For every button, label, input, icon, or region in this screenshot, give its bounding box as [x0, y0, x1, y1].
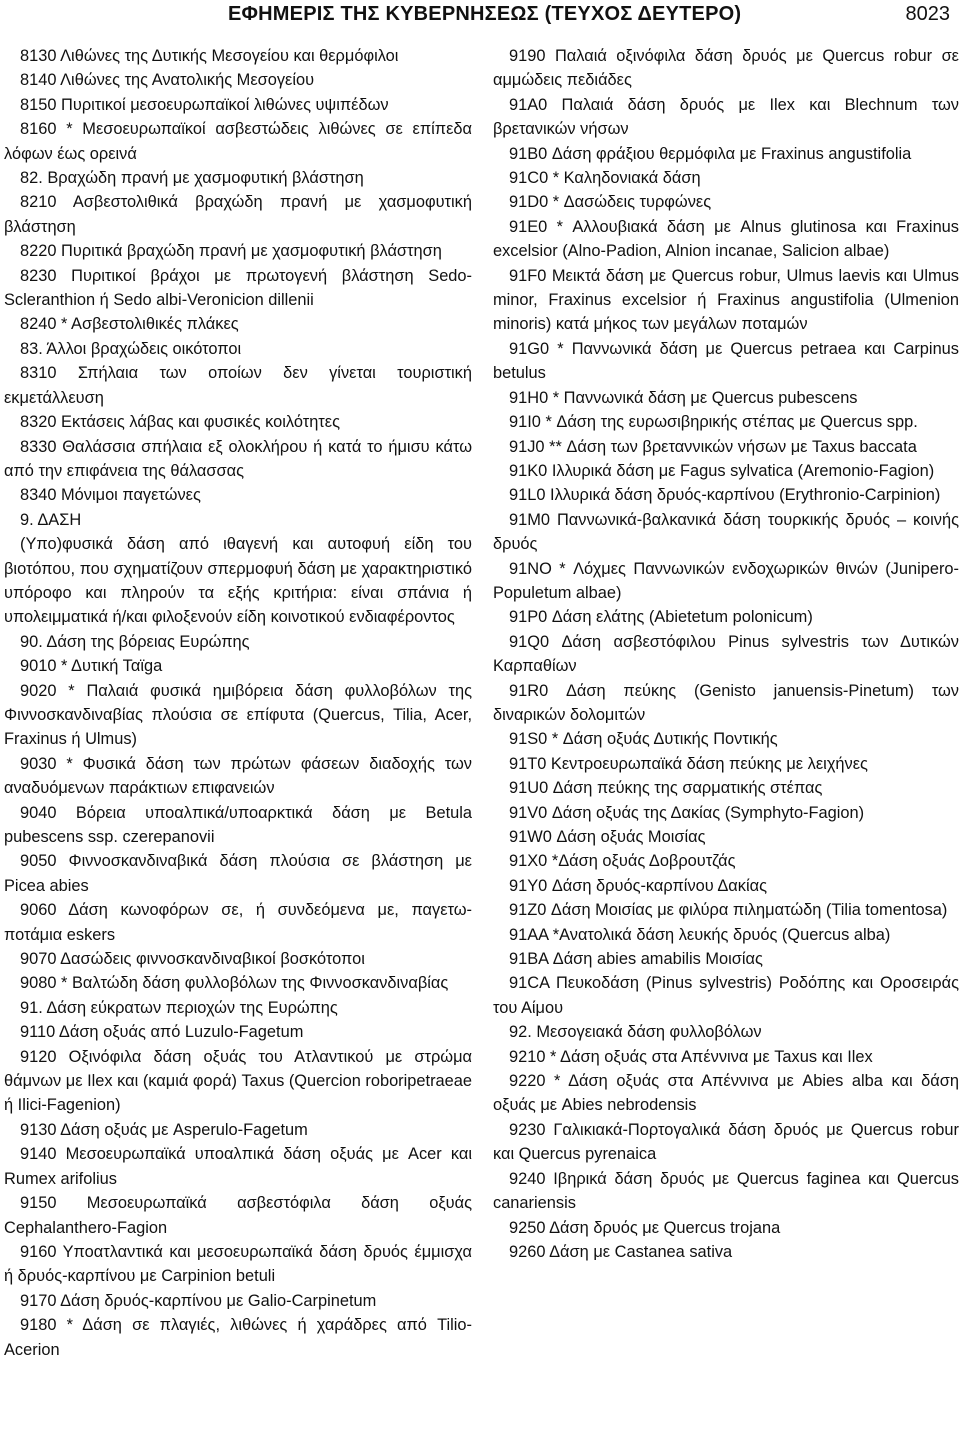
habitat-entry: 91H0 * Παννωνικά δάση με Quercus pubescens [509, 388, 858, 407]
right-column [493, 44, 959, 1264]
habitat-entry: 9110 Δάση οξυάς από Luzulo-Fagetum [20, 1023, 304, 1042]
habitat-entry: 91D0 * Δασώδεις τυρφώνες [509, 193, 712, 212]
habitat-entry: 8130 Λιθώνες της Δυτικής Μεσογείου και θερμόφιλοι [20, 47, 399, 65]
habitat-entry: 8310 Σπήλαια των οποίων δεν γίνεται τουριστική εκμετάλλευση [4, 364, 472, 407]
habitat-entry: 91NO * Λόχμες Παννωνικών ενδοχωρικών θινών (Junipero-Populetum albae) [493, 559, 959, 602]
habitat-entry: 8220 Πυριτικά βραχώδη πρανή με χασμοφυτική βλάστηση [20, 242, 442, 261]
habitat-entry: 91E0 * Αλλουβιακά δάση με Alnus glutinosa και Fraxinus excelsior (Alno-Padion, Alnion incanae, Salicion albae) [493, 217, 959, 261]
habitat-entry: 91V0 Δάση οξυάς της Δακίας (Symphyto-Fagion) [509, 803, 865, 822]
habitat-entry: 9050 Φιννοσκανδιναβικά δάση πλούσια σε βλάστηση με Picea abies [4, 852, 472, 895]
habitat-entry: 91A0 Παλαιά δάση δρυός με Ilex και Blechnum των βρετανικών νήσων [493, 95, 959, 139]
habitat-entry: 91X0 *Δάση οξυάς Δοβρουτζάς [509, 852, 736, 871]
habitat-entry: 9140 Μεσοευρωπαϊκά υποαλπικά δάση οξυάς με Acer και Rumex arifolius [4, 1145, 472, 1188]
habitat-entry: 9020 * Παλαιά φυσικά ημιβόρεια δάση φυλλοβόλων της Φιννοσκανδιναβίας πλούσια σε επίφυτα (Quercus, Tilia, Acer, Fraxinus ή Ulmus) [4, 681, 472, 749]
habitat-entry: 9240 Ιβηρικά δάση δρυός με Quercus faginea και Quercus canariensis [493, 1169, 959, 1213]
habitat-entry: 91K0 Ιλλυρικά δάση με Fagus sylvatica (Aremonio-Fagion) [509, 461, 935, 480]
habitat-entry: 82. Βραχώδη πρανή με χασμοφυτική βλάστηση [20, 169, 364, 188]
habitat-entry: 9010 * Δυτική Ταϊga [20, 657, 163, 676]
habitat-entry: 91. Δάση εύκρατων περιοχών της Ευρώπης [20, 998, 338, 1017]
habitat-entry: 8340 Μόνιμοι παγετώνες [20, 486, 201, 505]
left-column [4, 44, 472, 1362]
habitat-entry: 90. Δάση της βόρειας Ευρώπης [20, 632, 250, 651]
habitat-entry: 8210 Ασβεστολιθικά βραχώδη πρανή με χασμοφυτική βλάστηση [4, 193, 472, 236]
habitat-entry: 9030 * Φυσικά δάση των πρώτων φάσεων διαδοχής των αναδυόμενων παράκτιων επιφανειών [4, 754, 472, 798]
habitat-entry: 9040 Βόρεια υποαλπικά/υποαρκτικά δάση με Betula pubescens ssp. czerepanovii [4, 803, 472, 846]
habitat-entry: 9180 * Δάση σε πλαγιές, λιθώνες ή χαράδρες από Tilio-Acerion [4, 1316, 472, 1359]
habitat-entry: 91F0 Μεικτά δάση με Quercus robur, Ulmus laevis και Ulmus minor, Fraxinus excelsior ή Fraxinus angustifolia (Ulmenion minoris) κατά μήκος των μεγάλων ποταμών [493, 266, 959, 334]
habitat-entry: 8140 Λιθώνες της Ανατολικής Μεσογείου [20, 71, 315, 90]
habitat-entry: 9160 Υποατλαντικά και μεσοευρωπαϊκά δάση δρυός έμμισχα ή δρυός-καρπίνου με Carpinion betuli [4, 1242, 472, 1286]
habitat-entry: 91AA *Ανατολικά δάση λευκής δρυός (Quercus alba) [509, 925, 891, 944]
habitat-entry: 9170 Δάση δρυός-καρπίνου με Galio-Carpinetum [20, 1291, 377, 1310]
habitat-entry: 91Q0 Δάση ασβεστόφιλου Pinus sylvestris των Δυτικών Καρπαθίων [493, 632, 959, 676]
habitat-entry: 8160 * Μεσοευρωπαϊκοί ασβεστώδεις λιθώνες σε επίπεδα λόφων έως ορεινά [4, 120, 472, 163]
habitat-entry: 9230 Γαλικιακά-Πορτογαλικά δάση δρυός με Quercus robur και Quercus pyrenaica [493, 1120, 959, 1164]
habitat-entry: 9250 Δάση δρυός με Quercus trojana [509, 1218, 781, 1237]
habitat-entry: 91L0 Ιλλυρικά δάση δρυός-καρπίνου (Erythronio-Carpinion) [509, 486, 941, 505]
habitat-entry: 91B0 Δάση φράξιου θερμόφιλα με Fraxinus angustifolia [509, 144, 912, 163]
habitat-entry: 91S0 * Δάση οξυάς Δυτικής Ποντικής [509, 730, 778, 749]
habitat-entry: 9260 Δάση με Castanea sativa [509, 1242, 733, 1261]
habitat-entry: 9190 Παλαιά οξινόφιλα δάση δρυός με Quercus robur σε αμμώδεις πεδιάδες [493, 47, 959, 90]
habitat-entry: 91Y0 Δάση δρυός-καρπίνου Δακίας [509, 876, 767, 895]
habitat-entry: 9070 Δασώδεις φιννοσκανδιναβικοί βοσκότοποι [20, 950, 365, 969]
habitat-entry: 91W0 Δάση οξυάς Μοισίας [509, 828, 706, 846]
habitat-entry: 8150 Πυριτικοί μεσοευρωπαϊκοί λιθώνες υψιπέδων [20, 95, 389, 114]
page-header [0, 0, 960, 38]
habitat-entry: 91U0 Δάση πεύκης της σαρματικής στέπας [509, 779, 823, 798]
habitat-entry: 91M0 Παννωνικά-βαλκανικά δάση τουρκικής δρυός – κοινής δρυός [493, 510, 959, 554]
habitat-entry: 9210 * Δάση οξυάς στα Απέννινα με Taxus και Ilex [509, 1047, 873, 1066]
habitat-entry: 91T0 Κεντροευρωπαϊκά δάση πεύκης με λειχήνες [509, 754, 868, 773]
habitat-entry: 91C0 * Καληδονιακά δάση [509, 169, 701, 188]
habitat-entry: 8240 * Ασβεστολιθικές πλάκες [20, 315, 239, 334]
habitat-entry: (Υπο)φυσικά δάση από ιθαγενή και αυτοφυή είδη του βιοτόπου, που σχηματίζουν σπερμοφυή δάση με χαρακτηριστικό υπόροφο και πληρούν τα εξής κριτήρια: είναι σπάνια ή υπολειμματικά ή/και φιλοξενούν είδη κοινοτικού ενδιαφέροντος [4, 535, 472, 627]
habitat-entry: 9080 * Βαλτώδη δάση φυλλοβόλων της Φιννοσκανδιναβίας [20, 974, 449, 993]
habitat-entry: 9220 * Δάση οξυάς στα Απέννινα με Abies alba και δάση οξυάς με Abies nebrodensis [493, 1072, 959, 1115]
page-number: 8023 [905, 3, 950, 25]
habitat-entry: 9. ΔΑΣΗ [20, 510, 82, 529]
habitat-entry: 91P0 Δάση ελάτης (Abietetum polonicum) [509, 608, 813, 627]
gazette-title: ΕΦΗΜΕΡΙΣ ΤΗΣ ΚΥΒΕΡΝΗΣΕΩΣ (ΤΕΥΧΟΣ ΔΕΥΤΕΡΟ) [228, 3, 742, 25]
habitat-entry: 9060 Δάση κωνοφόρων σε, ή συνδεόμενα με, παγετω-ποτάμια eskers [4, 901, 472, 944]
habitat-entry: 8230 Πυριτικοί βράχοι με πρωτογενή βλάστηση Sedo-Scleranthion ή Sedo albi-Veronicion dillenii [4, 266, 472, 310]
habitat-entry: 83. Άλλοι βραχώδεις οικότοποι [20, 339, 242, 358]
habitat-entry: 91BA Δάση abies amabilis Μοισίας [509, 950, 763, 969]
habitat-entry: 92. Μεσογειακά δάση φυλλοβόλων [509, 1023, 762, 1042]
habitat-entry: 91I0 * Δάση της ευρωσιβηρικής στέπας με Quercus spp. [509, 413, 918, 432]
habitat-entry: 9150 Μεσοευρωπαϊκά ασβεστόφιλα δάση οξυάς Cephalanthero-Fagion [4, 1194, 472, 1237]
habitat-entry: 9130 Δάση οξυάς με Asperulo-Fagetum [20, 1120, 308, 1139]
habitat-entry: 91CA Πευκοδάση (Pinus sylvestris) Ροδόπης και Οροσειράς του Αίμου [493, 974, 959, 1017]
habitat-entry: 91J0 ** Δάση των βρεταννικών νήσων με Taxus baccata [509, 437, 917, 456]
habitat-entry: 9120 Οξινόφιλα δάση οξυάς του Ατλαντικού με στρώμα θάμνων με Ilex και (καμιά φορά) Taxus (Quercion roboripetraeae ή Ilici-Fagenion) [4, 1047, 472, 1115]
habitat-entry: 8320 Εκτάσεις λάβας και φυσικές κοιλότητες [20, 413, 340, 432]
habitat-entry: 8330 Θαλάσσια σπήλαια εξ ολοκλήρου ή κατά το ήμισυ κάτω από την επιφάνεια της θάλασσας [4, 437, 472, 480]
habitat-entry: 91G0 * Παννωνικά δάση με Quercus petraea και Carpinus betulus [493, 339, 959, 383]
habitat-entry: 91Z0 Δάση Μοισίας με φιλύρα πιληματώδη (Tilia tomentosa) [509, 901, 948, 920]
habitat-entry: 91R0 Δάση πεύκης (Genisto januensis-Pinetum) των διναρικών δολομιτών [493, 681, 959, 724]
